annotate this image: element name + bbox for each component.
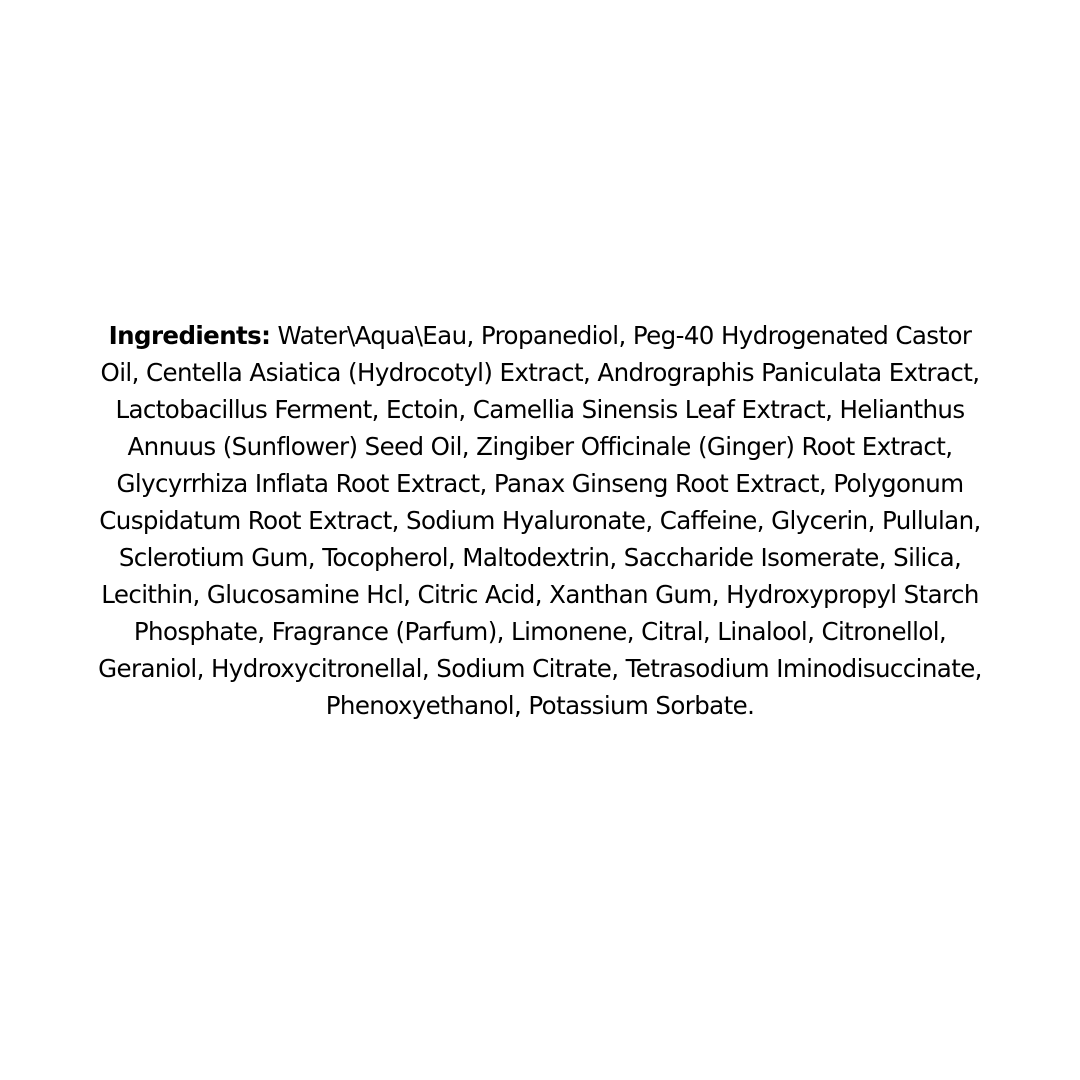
ingredients-paragraph bbox=[95, 317, 985, 724]
ingredients-list: Water\Aqua\Eau, Propanediol, Peg-40 Hydrogenated Castor Oil, Centella Asiatica (Hydrocotyl) Extract, Andrographis Paniculata Extract, Lactobacillus Ferment, Ectoin, Camellia Sinensis Leaf Extract, Helianthus Annuus (Sunflower) Seed Oil, Zingiber Officinale (Ginger) Root Extract, Glycyrrhiza Inflata Root Extract, Panax Ginseng Root Extract, Polygonum Cuspidatum Root Extract, Sodium Hyaluronate, Caffeine, Glycerin, Pullulan, Sclerotium Gum, Tocopherol, Maltodextrin, Saccharide Isomerate, Silica, Lecithin, Glucosamine Hcl, Citric Acid, Xanthan Gum, Hydroxypropyl Starch Phosphate, Fragrance (Parfum), Limonene, Citral, Linalool, Citronellol, Geraniol, Hydroxycitronellal, Sodium Citrate, Tetrasodium Iminodisuccinate, Phenoxyethanol, Potassium Sorbate. bbox=[98, 321, 982, 720]
ingredients-heading: Ingredients: bbox=[108, 321, 271, 350]
